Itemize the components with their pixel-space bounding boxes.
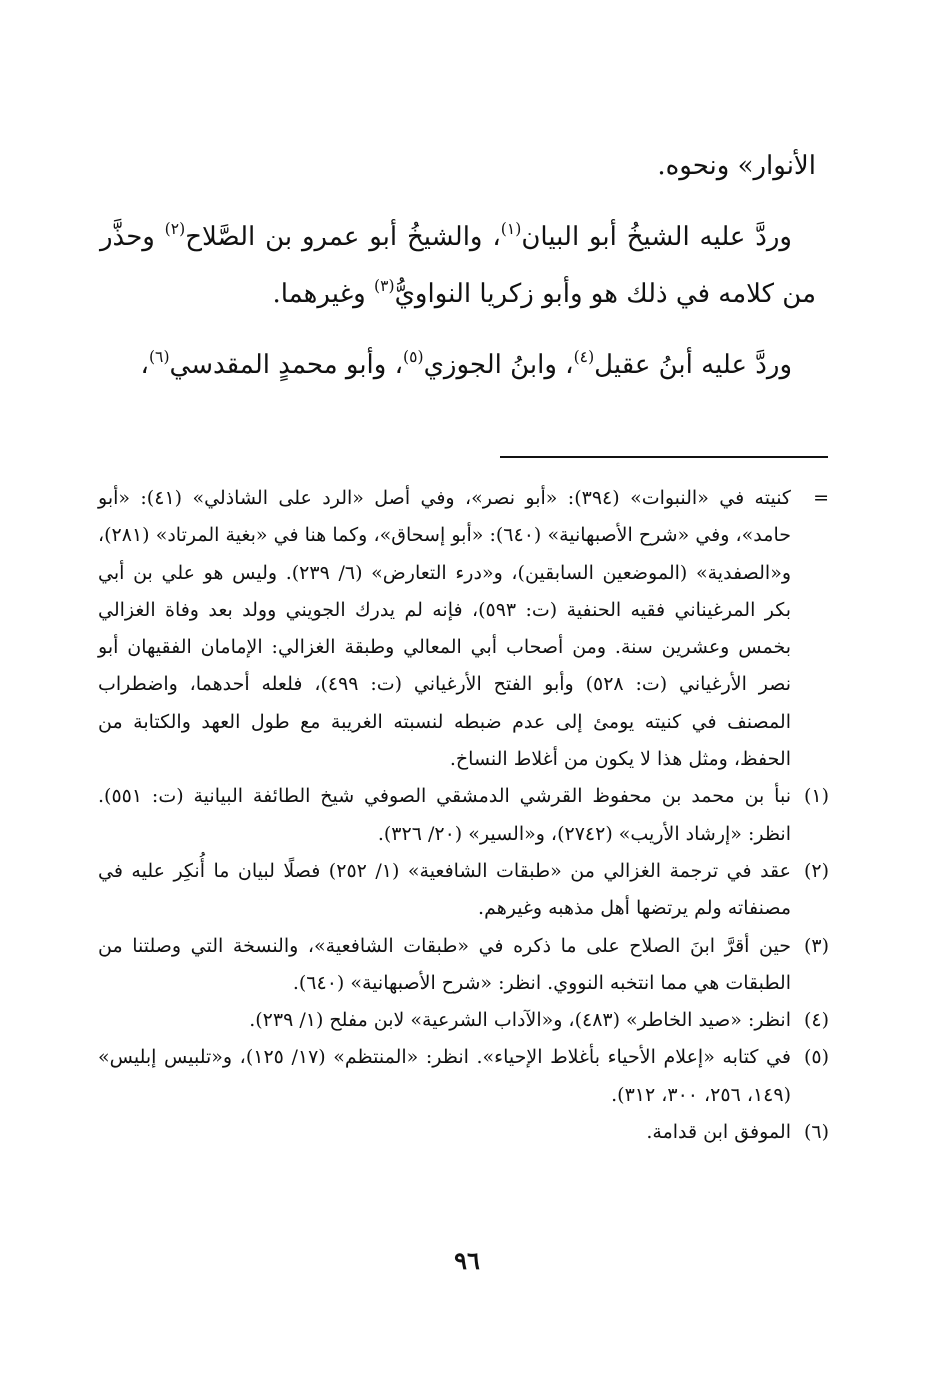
footnote-text: الموفق ابن قدامة. [646, 1121, 791, 1144]
footnote-text: كنيته في «النبوات» (٣٩٤): «أبو نصر»، وفي أصل «الرد على الشاذلي» (٤١): «أبو حامد»، وفي «شرح الأصبهانية» (٦٤٠): «أبو إسحاق»، وكما هنا في «بغية المرتاد» (٢٨١)، و«الصفدية» (الموضعين السابقين)، و«درء التعارض» (٦/ ٢٣٩). وليس هو علي بن أبي بكر المرغيناني فقيه الحنفية (ت: ٥٩٣)، فإنه لم يدرك الجويني وولد بعد وفاة الغزالي بخمس وعشرين سنة. ومن أصحاب أبي المعالي وطبقة الغزالي: الإمامان الفقيهان أبو نصر الأرغياني (ت: ٥٢٨) وأبو الفتح الأرغياني (ت: ٤٩٩)، فلعله أحدهما، واضطراب المصنف في كنيته يومئ إلى عدم ضبطه لنسبته الغريبة مع طول العهد والكتابة من الحفظ، ومثل هذا لا يكون من أغلاط النساخ. [98, 487, 791, 771]
p2-text-a: وردَّ عليه أبنُ عقيل [594, 350, 792, 380]
p2-text-b: ، وابنُ الجوزي [423, 350, 574, 380]
footnote-ref-3[interactable]: (٣) [374, 277, 395, 296]
footnote-mark: (٥) [803, 1046, 829, 1069]
footnote-separator [500, 456, 828, 458]
p1-text-a: وردَّ عليه الشيخُ أبو البيان [521, 222, 792, 252]
main-text [100, 138, 816, 408]
main-line-top: الأنوار» ونحوه. [657, 151, 816, 181]
footnotes [98, 480, 829, 1151]
footnote-text: نبأ بن محمد بن محفوظ القرشي الدمشقي الصوفي شيخ الطائفة البيانية (ت: ٥٥١). انظر: «إرشاد الأريب» (٢٧٤٢)، و«السير» (٢٠/ ٣٢٦). [98, 785, 791, 845]
footnote-ref-1[interactable]: (١) [500, 220, 522, 239]
p2-text-c: ، وأبو محمدٍ المقدسي [169, 350, 403, 380]
main-paragraph-1 [100, 209, 816, 323]
p1-text-c: وحذَّر من كلامه في ذلك هو وأبو زكريا النواويُّ [100, 222, 816, 309]
page-number: ٩٦ [454, 1246, 480, 1275]
footnote-3 [98, 928, 829, 1003]
footnote-mark: (٣) [803, 934, 829, 957]
p1-text-b: ، والشيخُ أبو عمرو بن الصَّلاح [185, 222, 501, 252]
footnote-6 [98, 1114, 829, 1151]
footnote-4 [98, 1002, 829, 1039]
footnote-ref-2[interactable]: (٢) [164, 220, 186, 239]
footnote-ref-4[interactable]: (٤) [573, 348, 595, 367]
p1-text-d: وغيرهما. [272, 279, 374, 309]
footnote-continued [98, 480, 829, 778]
footnote-ref-6[interactable]: (٦) [148, 348, 170, 367]
footnote-mark: = [813, 487, 829, 509]
footnote-5 [98, 1039, 829, 1114]
footnote-mark: (١) [803, 785, 829, 808]
main-paragraph-2 [100, 337, 816, 394]
footnote-text: انظر: «صيد الخاطر» (٤٨٣)، و«الآداب الشرعية» لابن مفلح (١/ ٢٣٩). [249, 1009, 791, 1032]
footnote-ref-5[interactable]: (٥) [403, 348, 424, 367]
footnote-mark: (٤) [803, 1009, 829, 1032]
footnote-1 [98, 778, 829, 853]
footnote-text: حين أقرَّ ابنَ الصلاح على ما ذكره في «طبقات الشافعية»، والنسخة التي وصلتنا من الطبقات هي مما انتخبه النووي. انظر: «شرح الأصبهانية» (٦٤٠). [98, 934, 791, 994]
p2-text-d: ، [140, 350, 149, 380]
footnote-mark: (٦) [803, 1121, 829, 1144]
footnote-2 [98, 853, 829, 928]
footnote-text: في كتابه «إعلام الأحياء بأغلاط الإحياء». انظر: «المنتظم» (١٧/ ١٢٥)، و«تلبيس إبليس» (١٤٩، ٢٥٦، ٣٠٠، ٣١٢). [98, 1046, 791, 1106]
footnote-mark: (٢) [803, 859, 829, 882]
footnote-text: عقد في ترجمة الغزالي من «طبقات الشافعية» (١/ ٢٥٢) فصلًا لبيان ما أُنكِر عليه في مصنفاته ولم يرتضها أهل مذهبه وغيرهم. [98, 859, 791, 920]
